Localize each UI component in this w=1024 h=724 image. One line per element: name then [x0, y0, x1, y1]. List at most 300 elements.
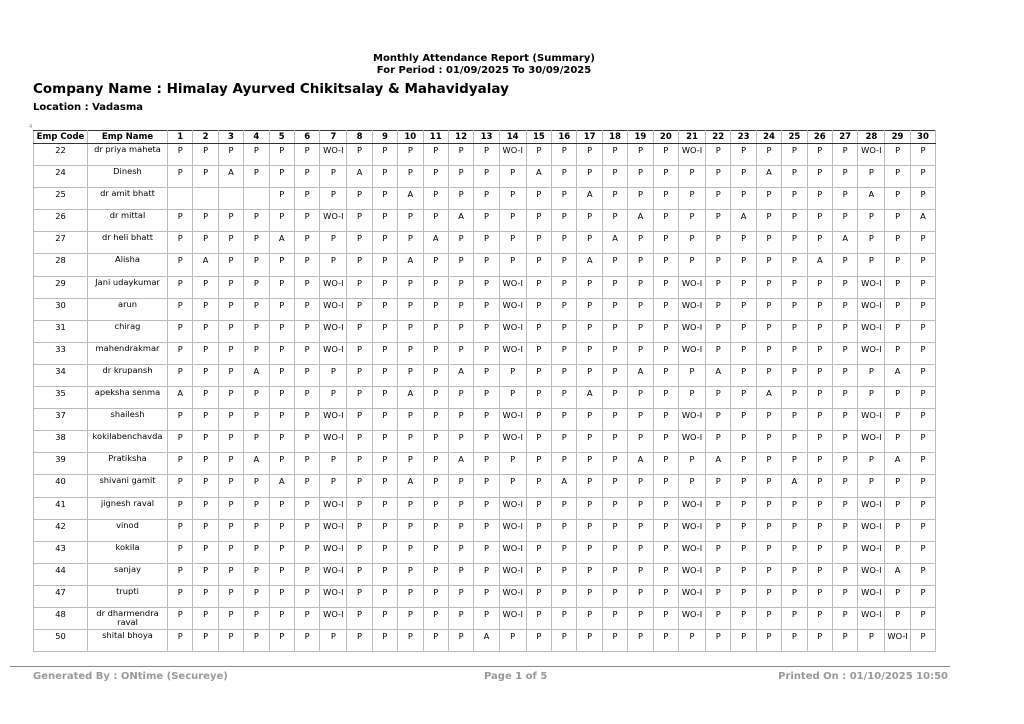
day-status-cell: P: [706, 298, 731, 320]
day-status-cell: P: [653, 254, 678, 276]
footer-page-number: Page 1 of 5: [484, 671, 548, 682]
day-status-cell: P: [807, 166, 832, 188]
day-status-cell: P: [731, 276, 756, 298]
day-status-cell: P: [807, 475, 832, 497]
day-status-cell: P: [628, 607, 653, 629]
day-status-cell: P: [499, 475, 526, 497]
day-status-cell: P: [526, 276, 551, 298]
day-status-cell: WO-I: [858, 519, 885, 541]
day-status-cell: P: [731, 607, 756, 629]
day-status-cell: P: [526, 144, 551, 166]
day-status-cell: P: [269, 210, 294, 232]
day-status-cell: P: [706, 563, 731, 585]
day-status-cell: P: [398, 519, 423, 541]
day-status-cell: P: [885, 320, 910, 342]
day-status-cell: P: [910, 541, 935, 563]
day-status-cell: P: [577, 364, 602, 386]
day-status-cell: P: [244, 144, 269, 166]
day-status-cell: P: [832, 320, 857, 342]
day-status-cell: P: [294, 254, 319, 276]
day-status-cell: P: [218, 475, 243, 497]
header-day: 17: [577, 131, 602, 144]
day-status-cell: P: [885, 519, 910, 541]
day-status-cell: P: [168, 475, 193, 497]
emp-name-cell: kokila: [88, 541, 168, 563]
day-status-cell: P: [526, 563, 551, 585]
day-status-cell: P: [168, 342, 193, 364]
day-status-cell: P: [347, 144, 372, 166]
day-status-cell: P: [398, 497, 423, 519]
day-status-cell: P: [244, 276, 269, 298]
day-status-cell: P: [653, 475, 678, 497]
day-status-cell: P: [423, 364, 448, 386]
day-status-cell: P: [474, 320, 499, 342]
day-status-cell: P: [244, 497, 269, 519]
day-status-cell: P: [756, 475, 781, 497]
header-day: 9: [372, 131, 397, 144]
day-status-cell: P: [526, 364, 551, 386]
day-status-cell: P: [193, 475, 218, 497]
day-status-cell: P: [577, 342, 602, 364]
day-status-cell: P: [552, 409, 577, 431]
table-body: [34, 144, 936, 652]
day-status-cell: P: [577, 453, 602, 475]
day-status-cell: A: [448, 364, 473, 386]
day-status-cell: P: [885, 541, 910, 563]
day-status-cell: P: [885, 585, 910, 607]
day-status-cell: P: [577, 166, 602, 188]
table-row: [34, 630, 936, 652]
day-status-cell: WO-I: [858, 541, 885, 563]
report-period: For Period : 01/09/2025 To 30/09/2025: [376, 65, 592, 76]
day-status-cell: P: [552, 519, 577, 541]
day-status-cell: P: [526, 342, 551, 364]
day-status-cell: P: [577, 276, 602, 298]
day-status-cell: P: [885, 232, 910, 254]
day-status-cell: P: [602, 320, 627, 342]
header-day: 19: [628, 131, 653, 144]
day-status-cell: P: [218, 298, 243, 320]
day-status-cell: P: [910, 166, 935, 188]
day-status-cell: P: [910, 254, 935, 276]
day-status-cell: WO-I: [320, 298, 347, 320]
day-status-cell: P: [448, 276, 473, 298]
day-status-cell: P: [244, 320, 269, 342]
day-status-cell: P: [218, 453, 243, 475]
day-status-cell: P: [552, 497, 577, 519]
day-status-cell: P: [782, 166, 807, 188]
day-status-cell: P: [653, 563, 678, 585]
day-status-cell: P: [423, 298, 448, 320]
day-status-cell: WO-I: [885, 630, 910, 652]
day-status-cell: P: [193, 387, 218, 409]
day-status-cell: P: [168, 320, 193, 342]
day-status-cell: P: [628, 409, 653, 431]
day-status-cell: P: [706, 254, 731, 276]
table-row: [34, 364, 936, 386]
day-status-cell: P: [526, 607, 551, 629]
day-status-cell: P: [294, 585, 319, 607]
day-status-cell: P: [706, 541, 731, 563]
day-status-cell: P: [193, 166, 218, 188]
day-status-cell: P: [756, 431, 781, 453]
day-status-cell: P: [294, 188, 319, 210]
day-status-cell: P: [679, 166, 706, 188]
day-status-cell: P: [474, 431, 499, 453]
header-day: 4: [244, 131, 269, 144]
emp-name-cell: mahendrakmar: [88, 342, 168, 364]
day-status-cell: P: [448, 144, 473, 166]
day-status-cell: WO-I: [679, 607, 706, 629]
day-status-cell: P: [294, 541, 319, 563]
day-status-cell: P: [628, 519, 653, 541]
day-status-cell: P: [653, 210, 678, 232]
day-status-cell: P: [832, 342, 857, 364]
day-status-cell: P: [269, 144, 294, 166]
day-status-cell: P: [552, 276, 577, 298]
day-status-cell: P: [602, 585, 627, 607]
day-status-cell: P: [602, 254, 627, 276]
day-status-cell: P: [679, 232, 706, 254]
day-status-cell: P: [269, 166, 294, 188]
day-status-cell: WO-I: [858, 497, 885, 519]
day-status-cell: P: [347, 276, 372, 298]
day-status-cell: A: [526, 166, 551, 188]
day-status-cell: P: [372, 607, 397, 629]
day-status-cell: P: [731, 387, 756, 409]
day-status-cell: P: [423, 254, 448, 276]
day-status-cell: P: [731, 630, 756, 652]
day-status-cell: P: [499, 166, 526, 188]
day-status-cell: P: [577, 320, 602, 342]
day-status-cell: P: [168, 431, 193, 453]
day-status-cell: P: [679, 254, 706, 276]
day-status-cell: A: [448, 453, 473, 475]
day-status-cell: P: [168, 541, 193, 563]
day-status-cell: P: [398, 563, 423, 585]
day-status-cell: P: [807, 585, 832, 607]
table-row: [34, 210, 936, 232]
header-day: 24: [756, 131, 781, 144]
emp-name-cell: dr heli bhatt: [88, 232, 168, 254]
day-status-cell: P: [423, 188, 448, 210]
day-status-cell: P: [756, 585, 781, 607]
day-status-cell: P: [320, 188, 347, 210]
day-status-cell: P: [526, 453, 551, 475]
day-status-cell: P: [782, 232, 807, 254]
footer-divider: [10, 666, 950, 667]
day-status-cell: WO-I: [679, 497, 706, 519]
day-status-cell: P: [731, 254, 756, 276]
header-day: 15: [526, 131, 551, 144]
day-status-cell: P: [706, 630, 731, 652]
day-status-cell: P: [832, 210, 857, 232]
day-status-cell: P: [423, 497, 448, 519]
day-status-cell: P: [294, 563, 319, 585]
day-status-cell: P: [448, 563, 473, 585]
day-status-cell: P: [807, 276, 832, 298]
day-status-cell: WO-I: [320, 431, 347, 453]
day-status-cell: P: [269, 585, 294, 607]
day-status-cell: P: [858, 232, 885, 254]
day-status-cell: A: [885, 453, 910, 475]
day-status-cell: P: [168, 210, 193, 232]
day-status-cell: P: [193, 320, 218, 342]
day-status-cell: P: [653, 232, 678, 254]
day-status-cell: P: [653, 387, 678, 409]
day-status-cell: P: [679, 188, 706, 210]
day-status-cell: A: [706, 364, 731, 386]
day-status-cell: P: [782, 607, 807, 629]
day-status-cell: P: [706, 431, 731, 453]
day-status-cell: P: [193, 232, 218, 254]
day-status-cell: A: [193, 254, 218, 276]
day-status-cell: P: [294, 630, 319, 652]
day-status-cell: P: [474, 276, 499, 298]
day-status-cell: P: [858, 166, 885, 188]
day-status-cell: P: [602, 541, 627, 563]
day-status-cell: WO-I: [499, 497, 526, 519]
day-status-cell: P: [628, 387, 653, 409]
day-status-cell: P: [168, 254, 193, 276]
day-status-cell: P: [731, 298, 756, 320]
day-status-cell: P: [782, 585, 807, 607]
day-status-cell: P: [423, 541, 448, 563]
day-status-cell: P: [193, 497, 218, 519]
day-status-cell: P: [448, 387, 473, 409]
day-status-cell: P: [552, 563, 577, 585]
day-status-cell: P: [832, 409, 857, 431]
day-status-cell: P: [653, 497, 678, 519]
day-status-cell: P: [731, 232, 756, 254]
day-status-cell: P: [807, 519, 832, 541]
day-status-cell: P: [756, 188, 781, 210]
day-status-cell: P: [168, 453, 193, 475]
day-status-cell: P: [526, 519, 551, 541]
day-status-cell: [218, 188, 243, 210]
table-row: [34, 320, 936, 342]
day-status-cell: A: [474, 630, 499, 652]
day-status-cell: P: [269, 519, 294, 541]
day-status-cell: [193, 188, 218, 210]
header-day: 28: [858, 131, 885, 144]
day-status-cell: P: [193, 431, 218, 453]
day-status-cell: P: [756, 232, 781, 254]
day-status-cell: P: [294, 166, 319, 188]
day-status-cell: P: [602, 298, 627, 320]
day-status-cell: P: [706, 188, 731, 210]
day-status-cell: A: [423, 232, 448, 254]
day-status-cell: P: [552, 387, 577, 409]
day-status-cell: P: [807, 453, 832, 475]
day-status-cell: P: [577, 232, 602, 254]
day-status-cell: P: [807, 563, 832, 585]
emp-name-cell: shailesh: [88, 409, 168, 431]
day-status-cell: P: [168, 364, 193, 386]
day-status-cell: P: [448, 254, 473, 276]
day-status-cell: P: [423, 607, 448, 629]
table-row: [34, 431, 936, 453]
emp-code-cell: 24: [34, 166, 88, 188]
day-status-cell: WO-I: [679, 342, 706, 364]
day-status-cell: P: [628, 475, 653, 497]
day-status-cell: A: [168, 387, 193, 409]
day-status-cell: P: [372, 254, 397, 276]
day-status-cell: P: [474, 541, 499, 563]
day-status-cell: P: [706, 387, 731, 409]
day-status-cell: P: [193, 607, 218, 629]
emp-code-cell: 25: [34, 188, 88, 210]
day-status-cell: P: [423, 276, 448, 298]
day-status-cell: P: [218, 276, 243, 298]
day-status-cell: P: [756, 342, 781, 364]
day-status-cell: P: [499, 387, 526, 409]
header-day: 30: [910, 131, 935, 144]
day-status-cell: P: [347, 188, 372, 210]
day-status-cell: P: [372, 431, 397, 453]
day-status-cell: WO-I: [858, 431, 885, 453]
day-status-cell: P: [372, 364, 397, 386]
day-status-cell: P: [398, 320, 423, 342]
day-status-cell: P: [320, 254, 347, 276]
day-status-cell: P: [706, 166, 731, 188]
emp-name-cell: dr mittal: [88, 210, 168, 232]
emp-name-cell: Alisha: [88, 254, 168, 276]
day-status-cell: WO-I: [858, 276, 885, 298]
day-status-cell: P: [858, 475, 885, 497]
day-status-cell: P: [347, 364, 372, 386]
day-status-cell: A: [398, 188, 423, 210]
day-status-cell: P: [782, 276, 807, 298]
day-status-cell: P: [294, 364, 319, 386]
day-status-cell: P: [294, 519, 319, 541]
day-status-cell: P: [832, 607, 857, 629]
day-status-cell: P: [398, 232, 423, 254]
day-status-cell: P: [885, 188, 910, 210]
day-status-cell: P: [294, 387, 319, 409]
day-status-cell: P: [731, 519, 756, 541]
day-status-cell: A: [577, 254, 602, 276]
day-status-cell: P: [398, 409, 423, 431]
day-status-cell: A: [910, 210, 935, 232]
day-status-cell: P: [474, 342, 499, 364]
day-status-cell: P: [602, 210, 627, 232]
day-status-cell: P: [577, 298, 602, 320]
day-status-cell: P: [653, 342, 678, 364]
day-status-cell: P: [756, 607, 781, 629]
day-status-cell: P: [218, 541, 243, 563]
day-status-cell: P: [910, 409, 935, 431]
day-status-cell: WO-I: [679, 431, 706, 453]
table-row: [34, 166, 936, 188]
day-status-cell: A: [706, 453, 731, 475]
day-status-cell: P: [423, 210, 448, 232]
day-status-cell: P: [398, 276, 423, 298]
day-status-cell: P: [832, 166, 857, 188]
day-status-cell: P: [910, 364, 935, 386]
day-status-cell: P: [910, 453, 935, 475]
day-status-cell: P: [294, 298, 319, 320]
day-status-cell: P: [706, 519, 731, 541]
emp-name-cell: kokilabenchavda: [88, 431, 168, 453]
day-status-cell: P: [398, 607, 423, 629]
header-emp-name: Emp Name: [88, 131, 168, 144]
day-status-cell: P: [832, 563, 857, 585]
day-status-cell: P: [910, 585, 935, 607]
day-status-cell: P: [448, 585, 473, 607]
day-status-cell: P: [526, 387, 551, 409]
day-status-cell: P: [731, 364, 756, 386]
report-title: Monthly Attendance Report (Summary): [373, 53, 595, 64]
day-status-cell: WO-I: [858, 342, 885, 364]
day-status-cell: P: [782, 453, 807, 475]
day-status-cell: P: [269, 409, 294, 431]
day-status-cell: P: [679, 210, 706, 232]
day-status-cell: P: [807, 188, 832, 210]
day-status-cell: P: [398, 144, 423, 166]
day-status-cell: P: [807, 541, 832, 563]
day-status-cell: P: [372, 409, 397, 431]
day-status-cell: WO-I: [499, 541, 526, 563]
header-day: 23: [731, 131, 756, 144]
day-status-cell: P: [832, 541, 857, 563]
emp-code-cell: 50: [34, 630, 88, 652]
day-status-cell: A: [269, 475, 294, 497]
day-status-cell: P: [347, 210, 372, 232]
day-status-cell: P: [731, 497, 756, 519]
day-status-cell: P: [218, 387, 243, 409]
table-row: [34, 342, 936, 364]
day-status-cell: P: [756, 298, 781, 320]
emp-code-cell: 42: [34, 519, 88, 541]
day-status-cell: P: [628, 541, 653, 563]
day-status-cell: P: [474, 210, 499, 232]
day-status-cell: P: [218, 563, 243, 585]
day-status-cell: P: [193, 298, 218, 320]
day-status-cell: P: [347, 342, 372, 364]
day-status-cell: P: [885, 342, 910, 364]
day-status-cell: P: [474, 298, 499, 320]
day-status-cell: P: [372, 188, 397, 210]
day-status-cell: P: [756, 541, 781, 563]
day-status-cell: P: [398, 342, 423, 364]
day-status-cell: P: [910, 607, 935, 629]
day-status-cell: P: [628, 320, 653, 342]
emp-name-cell: dr krupansh: [88, 364, 168, 386]
table-row: [34, 188, 936, 210]
day-status-cell: P: [448, 519, 473, 541]
day-status-cell: P: [193, 210, 218, 232]
day-status-cell: P: [269, 541, 294, 563]
day-status-cell: WO-I: [320, 585, 347, 607]
day-status-cell: P: [731, 320, 756, 342]
emp-code-cell: 40: [34, 475, 88, 497]
day-status-cell: P: [168, 519, 193, 541]
day-status-cell: P: [372, 210, 397, 232]
day-status-cell: P: [168, 298, 193, 320]
day-status-cell: P: [756, 210, 781, 232]
day-status-cell: P: [731, 166, 756, 188]
day-status-cell: WO-I: [499, 585, 526, 607]
day-status-cell: P: [577, 409, 602, 431]
day-status-cell: P: [628, 276, 653, 298]
day-status-cell: P: [782, 364, 807, 386]
day-status-cell: P: [628, 585, 653, 607]
day-status-cell: P: [832, 387, 857, 409]
day-status-cell: P: [858, 387, 885, 409]
day-status-cell: P: [193, 144, 218, 166]
day-status-cell: P: [756, 409, 781, 431]
